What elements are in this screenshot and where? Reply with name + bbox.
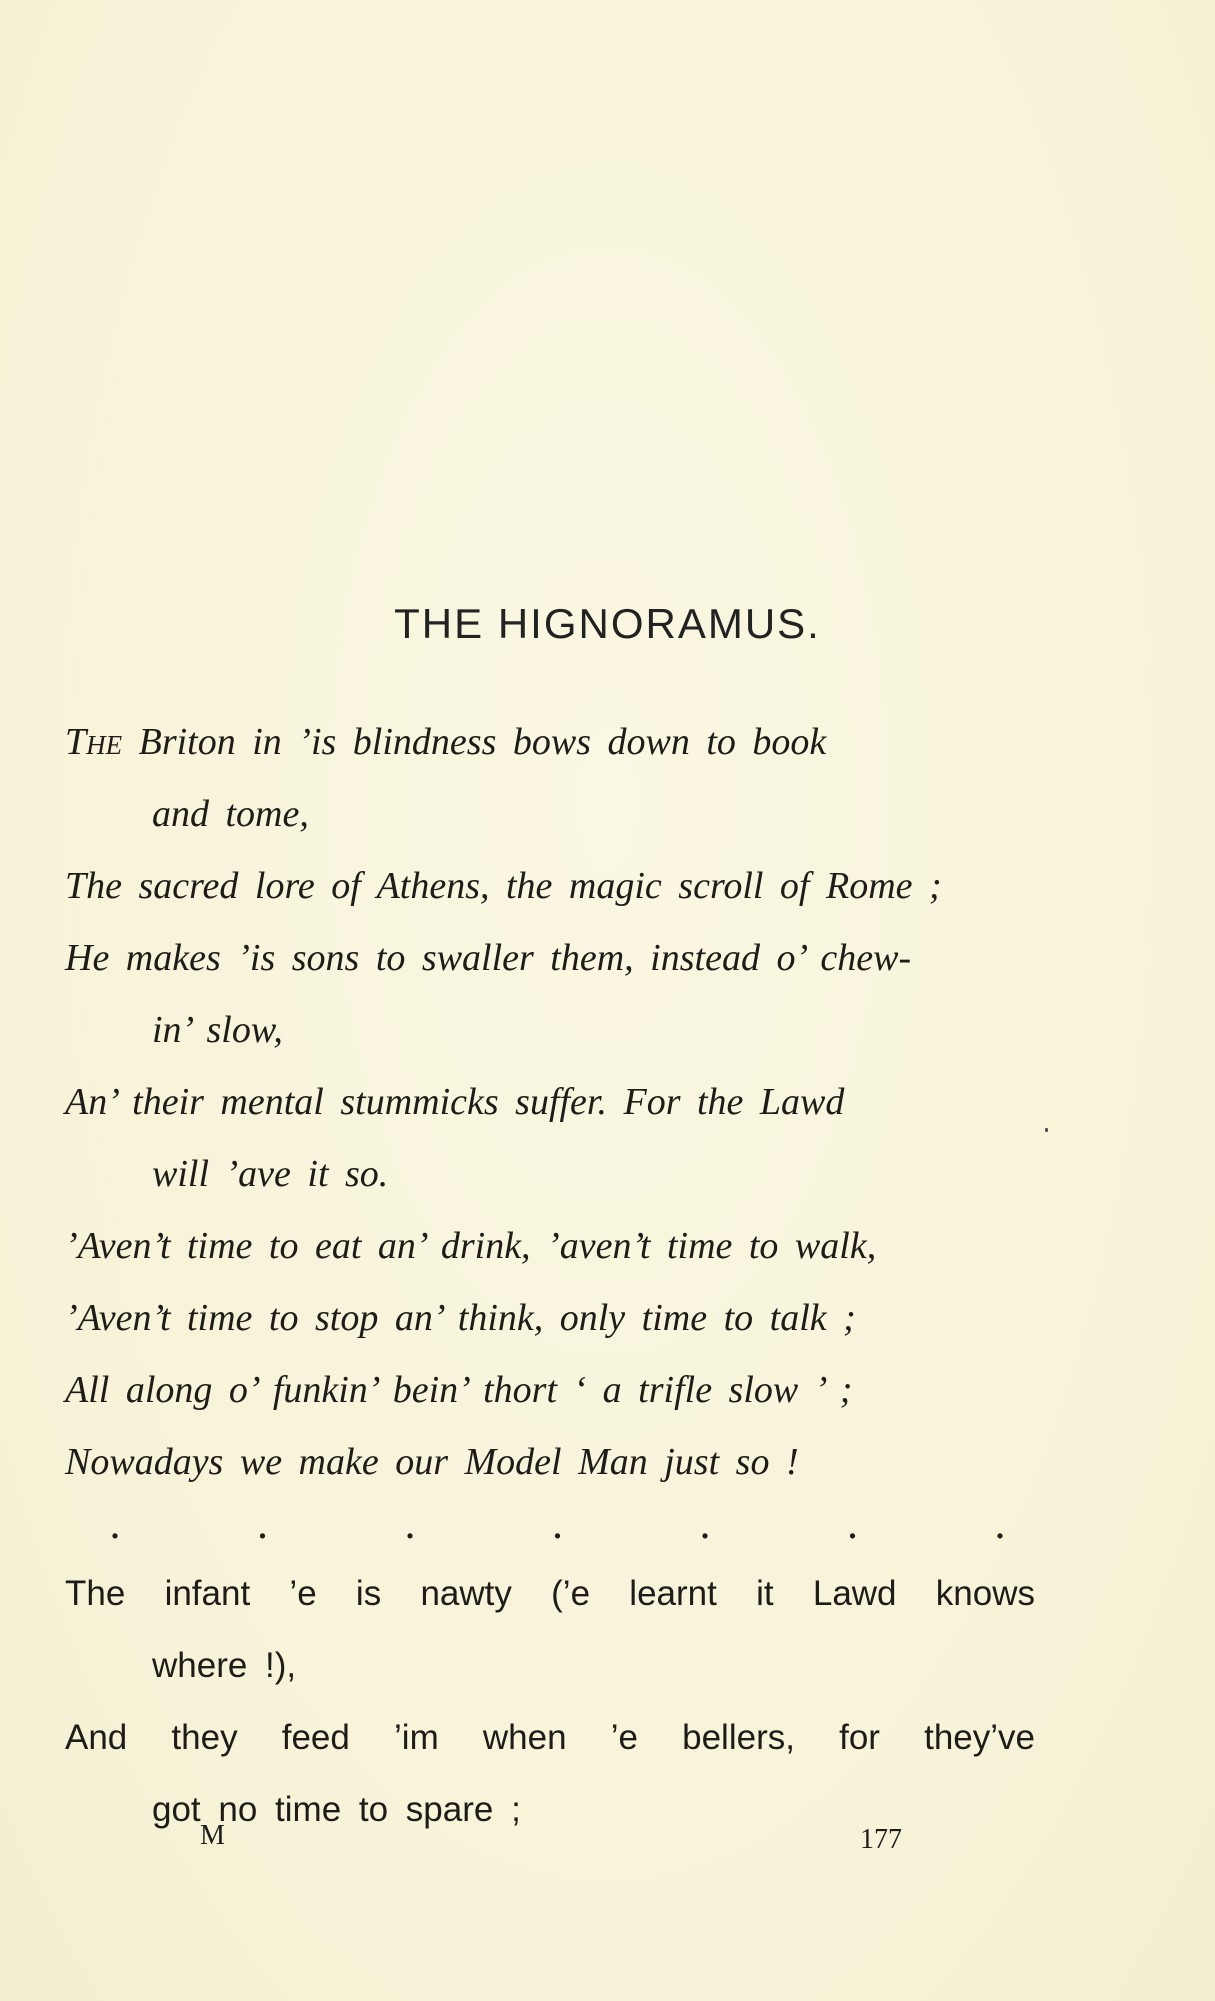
ink-speck — [1045, 1128, 1048, 1132]
poem-line-3: The sacred lore of Athens, the magic scroll of Rome ; — [65, 865, 942, 907]
poem-line-7: will ’ave it so. — [152, 1153, 389, 1195]
poem-line-8: ’Aven’t time to eat an’ drink, ’aven’t time to walk, — [65, 1225, 877, 1267]
poem-line-2: and tome, — [152, 793, 309, 835]
page-number: 177 — [860, 1824, 902, 1855]
page-footer — [0, 1820, 1215, 1870]
separator-dot: . — [257, 1511, 268, 1545]
separator-dot: . — [700, 1511, 710, 1545]
poem-line-4: He makes ’is sons to swaller them, instead o’ chew- — [65, 937, 912, 979]
poem-line-9: ’Aven’t time to stop an’ think, only time to talk ; — [65, 1297, 856, 1339]
poem-line-1-rest: Briton in ’is blindness bows down to book — [122, 721, 827, 763]
stanza2-line-2: where !), — [152, 1646, 297, 1685]
separator-dot: . — [110, 1511, 120, 1545]
separator-dot: . — [552, 1511, 563, 1545]
poem-title: THE HIGNORAMUS. — [394, 600, 821, 647]
poem-line-1-first-word: The — [65, 721, 123, 763]
poem-line-6: An’ their mental stummicks suffer. For the Lawd — [65, 1081, 845, 1123]
poem-body — [65, 706, 1050, 1846]
separator-dot: . — [405, 1511, 415, 1545]
stanza2-line-1: The infant ’e is nawty (’e learnt it Lawd knows — [65, 1574, 1035, 1613]
separator-dot: . — [995, 1511, 1005, 1545]
stanza2-line-4: got no time to spare ; — [152, 1790, 521, 1829]
poem-line-5: in’ slow, — [152, 1009, 283, 1051]
section-separator — [65, 1498, 1050, 1558]
poem-line-1 — [65, 706, 1050, 778]
separator-dot: . — [847, 1511, 858, 1545]
signature-mark: M — [200, 1820, 225, 1851]
poem-line-10: All along o’ funkin’ bein’ thort ‘ a trifle slow ’ ; — [65, 1369, 853, 1411]
poem-line-11: Nowadays we make our Model Man just so ! — [65, 1441, 799, 1483]
stanza2-line-3: And they feed ’im when ’e bellers, for they’ve — [65, 1718, 1035, 1757]
